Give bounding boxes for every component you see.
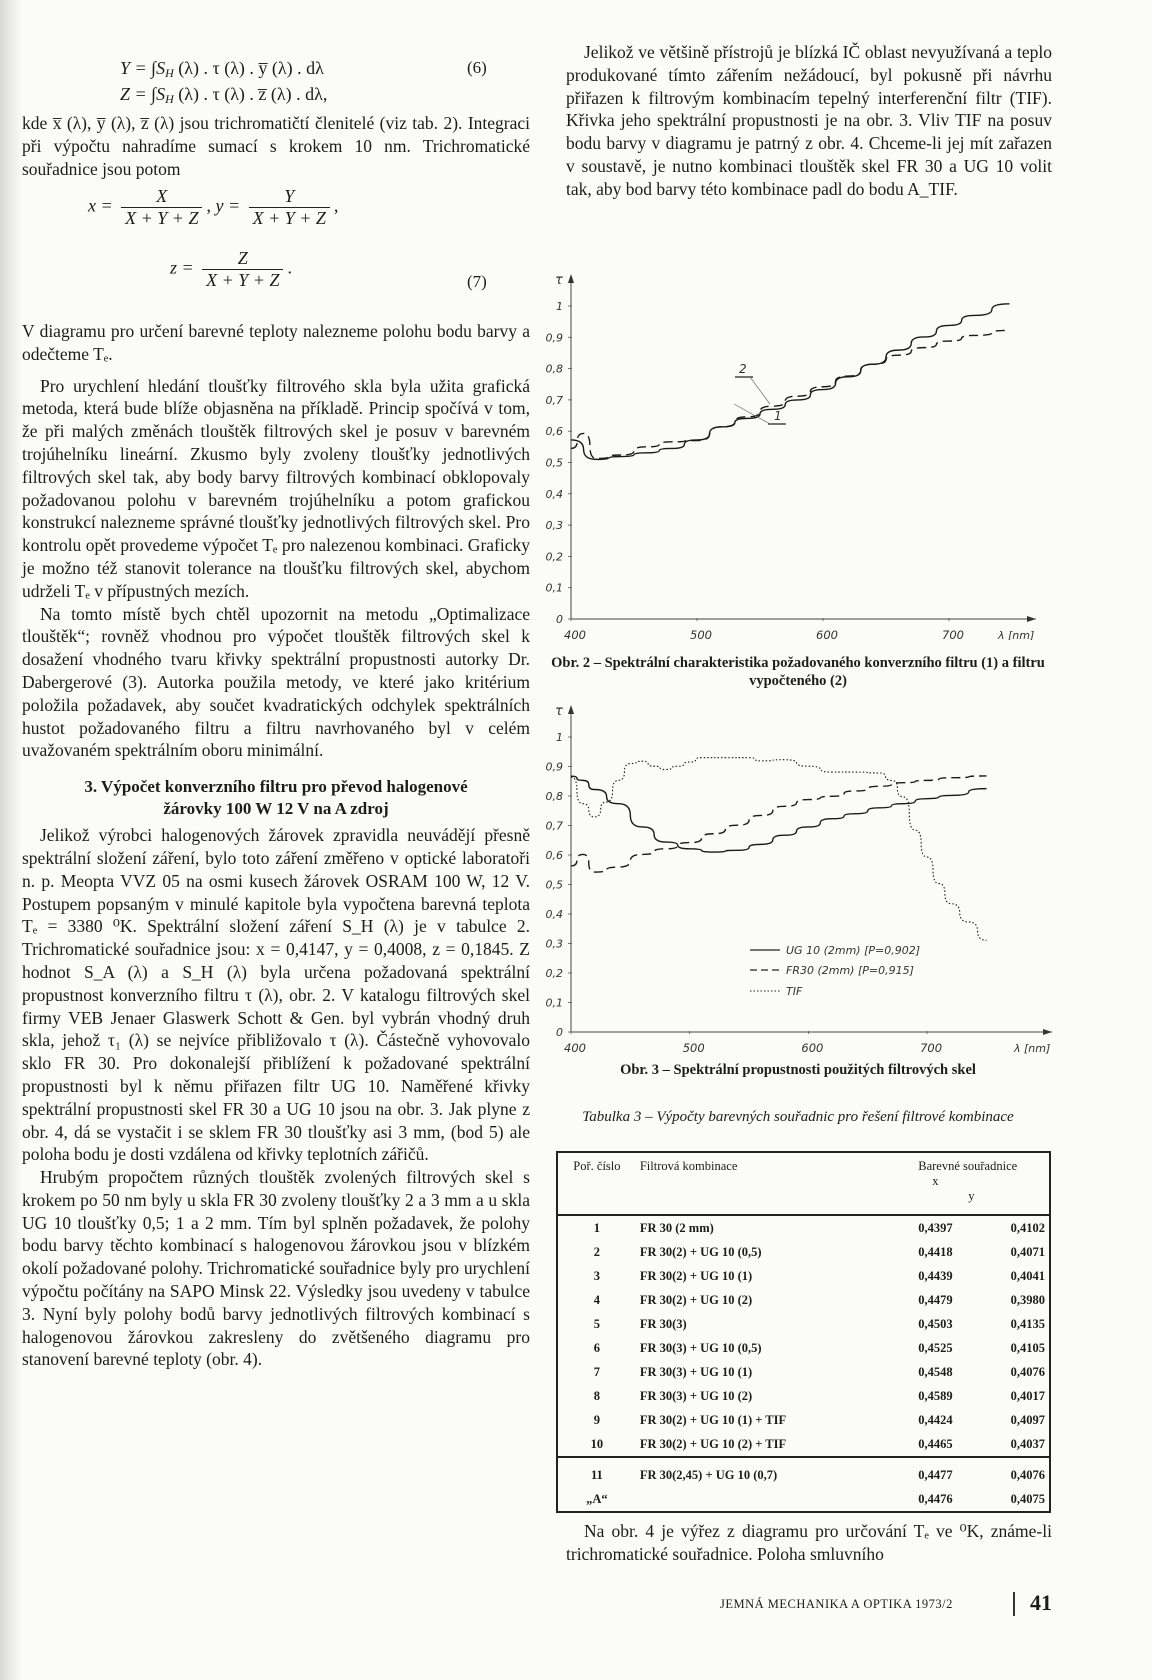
cell-order-number: 7 (593, 1364, 601, 1379)
frac-num: Y (284, 186, 295, 206)
y-tick-label: 0 (556, 613, 563, 626)
y-axis-label: τ (555, 704, 563, 719)
cell-y: 0,4105 (1010, 1340, 1045, 1355)
x-tick-label: 400 (564, 1041, 586, 1055)
frac-den: X + Y + Z (249, 207, 330, 229)
x-tick-label: 600 (816, 628, 838, 640)
paragraph-graphic-method: Pro urychlení hledání tloušťky filtrového skla byla užita grafická metoda, která bude blíže objasněna na příkladě. Princip spočívá v tom, že při malých změnách tlouštěk filtrových skel je posuv v barevném trojúhelníku lineární. Zkusmo byly zvoleny tloušťky jednotlivých filtrových skel tak, aby body barvy filtrových kombinací obklopovaly požadovanou polohu v barevném trojúhelníku a potom grafickou konstrukcí nalezneme správné tloušťky jednotlivých filtrových skel. Pro kontrolu opět provedeme výpočet Tₑ pro nalezenou kombinaci. Graficky je možno též stanovit tolerance na tloušťku filtrových skel, abychom udrželi Tₑ v přípustných mezích. (22, 375, 530, 601)
cell-order-number: „A“ (586, 1491, 608, 1506)
table-3-caption: Tabulka 3 – Výpočty barevných souřadnic pro řešení filtrové kombinace (582, 1109, 1014, 1125)
y-tick-label: 0,7 (545, 819, 563, 833)
frac-den: X + Y + Z (121, 207, 202, 229)
header-x: x (932, 1174, 939, 1188)
series-line-solid-0 (571, 776, 986, 852)
eq-x-lhs: x = (88, 195, 113, 216)
equation-7-z (170, 248, 292, 291)
table-row (557, 1360, 1050, 1384)
cell-filter-combination: FR 30(2) + UG 10 (2) (639, 1292, 753, 1307)
cell-x: 0,4503 (918, 1316, 953, 1331)
paragraph-optimization: Na tomto místě bych chtěl upozornit na metodu „Optimalizace tlouštěk“; rovněž vhodnou pro výpočet tlouštěk filtrových skel k dosažení vhodného tvaru křivky spektrální propustnosti autorky Dr. Dabergerové (3). Autorka použila metody, ve které jako kritérium položila požadavek, aby součet kvadratických odchylek spektrálních hustot požadovaného filtru a filtru navrhovaného byl v celém uvažovaném spektrálním oboru minimální. (22, 603, 530, 761)
x-axis-label: λ [nm] (998, 629, 1035, 640)
figure-3-chart (540, 700, 1060, 1060)
cell-x: 0,4548 (918, 1364, 953, 1379)
paragraph-halogen: Jelikož výrobci halogenových žárovek zpravidla neuvádějí přesně spektrální složení záření, bylo toto záření změřeno v optické laboratoři n. p. Meopta VVZ 05 na osmi kusech žárovek OSRAM 100 W, 12 V. Postupem popsaným v minulé kapitole byla vypočtena barevná teplota Tₑ = 3380 ⁰K. Spektrální složení záření S_H (λ) je v tabulce 2. Trichromatické souřadnice jsou: x = 0,4147, y = 0,4008, z = 0,1845. Z hodnot S_A (λ) a S_H (λ) byla určena požadovaná spektrální propustnost konverzního filtru τ (λ), obr. 2. V katalogu filtrových skel firmy VEB Jenaer Glaswerk Schott & Gen. byl vybrán vhodný druh skla, jehož τ₁ (λ) se nejvíce přibližovalo τ (λ). Částečně vyhovovalo sklo FR 30. Pro dokonalejší přiblížení k požadované spektrální propustnosti byl k němu přiřazen filtr UG 10. Naměřené křivky spektrální propustnosti skel FR 30 a UG 10 jsou na obr. 3. Jak plyne z obr. 4, dá se vystačit i se sklem FR 30 tloušťky asi 3 mm, (bod 5) ale poloha bodu je dosti vzdálena od křivky teplotních zářičů. (22, 825, 530, 1165)
table-row (557, 1312, 1050, 1336)
y-tick-label: 0,4 (545, 487, 563, 501)
y-axis-arrow (568, 274, 574, 283)
cell-x: 0,4465 (918, 1436, 953, 1451)
equation-number-7: (7) (467, 272, 487, 291)
paragraph-members (22, 112, 530, 180)
table-row (557, 1408, 1050, 1432)
cell-filter-combination: FR 30(2) + UG 10 (2) + TIF (639, 1436, 787, 1451)
cell-y: 0,4075 (1010, 1491, 1045, 1506)
y-tick-label: 0,4 (545, 908, 563, 921)
header-filter-combination: Filtrová kombinace (636, 1152, 858, 1215)
table-row (557, 1487, 1050, 1512)
cell-filter-combination: FR 30(2) + UG 10 (0,5) (639, 1244, 762, 1259)
x-axis-arrow (1027, 616, 1036, 622)
eq-y-def-lhs: y = (215, 195, 241, 216)
figure-2-caption: Obr. 2 – Spektrální charakteristika požadovaného konverzního filtru (1) a filtru vypočteného (2) (551, 655, 1045, 689)
journal-footer: JEMNÁ MECHANIKA A OPTIKA 1973/2 (720, 1597, 953, 1611)
period: . (287, 257, 292, 278)
cell-filter-combination (636, 1487, 858, 1512)
x-tick-label: 600 (801, 1041, 824, 1055)
left-column-body (22, 320, 530, 1371)
cell-filter-combination: FR 30(3) + UG 10 (1) (639, 1364, 753, 1379)
eq-z-rhs: (λ) . τ (λ) . z̅ (λ) . dλ, (178, 84, 328, 104)
cell-filter-combination: FR 30(2,45) + UG 10 (0,7) (636, 1457, 858, 1487)
cell-y: 0,4041 (1010, 1268, 1045, 1283)
equation-number-6: (6) (467, 58, 487, 77)
cell-order-number: 6 (593, 1340, 601, 1355)
eq-z-def-lhs: z = (170, 257, 194, 278)
cell-y: 0,4017 (1010, 1388, 1045, 1403)
right-column-bottom (566, 1520, 1052, 1566)
eq-y-rhs: (λ) . τ (λ) . y̅ (λ) . dλ (178, 58, 324, 78)
cell-y: 0,4102 (1010, 1220, 1045, 1235)
cell-order-number: 10 (590, 1436, 604, 1451)
y-tick-label: 0,8 (545, 362, 563, 376)
figure-3-caption: Obr. 3 – Spektrální propustnosti použitých filtrových skel (620, 1062, 976, 1078)
x-tick-label: 700 (942, 628, 964, 640)
table-header-row (557, 1152, 1050, 1215)
fraction-x (121, 186, 202, 229)
x-axis-label: λ [nm] (1014, 1042, 1051, 1055)
comma: , (206, 195, 211, 216)
eq-sub-h: H (165, 66, 174, 80)
y-tick-label: 0 (556, 1026, 563, 1039)
frac-den: X + Y + Z (202, 269, 283, 291)
fraction-y (249, 186, 330, 229)
cell-order-number: 8 (593, 1388, 601, 1403)
x-tick-label: 500 (690, 628, 712, 640)
series-line-dotted-2 (571, 758, 986, 941)
y-tick-label: 0,9 (545, 331, 563, 345)
cell-y: 0,4076 (1010, 1364, 1045, 1379)
y-tick-label: 0,9 (545, 760, 563, 774)
paragraph-trichromatic: kde x̅ (λ), y̅ (λ), z̅ (λ) jsou trichromatičtí členitelé (viz tab. 2). Integraci při výpočtu nahradíme sumací s krokem 10 nm. Trichromatické souřadnice jsou potom (22, 113, 530, 179)
y-tick-label: 0,3 (545, 519, 563, 533)
y-tick-label: 0,5 (545, 878, 563, 892)
cell-filter-combination: FR 30(2) + UG 10 (1) (639, 1268, 753, 1283)
figure-2-chart (540, 270, 1060, 640)
equation-6-y (120, 58, 324, 81)
cell-y: 0,4071 (1010, 1244, 1045, 1259)
footer-divider (1013, 1592, 1015, 1616)
cell-x: 0,4476 (918, 1491, 953, 1506)
y-tick-label: 0,5 (545, 456, 563, 470)
y-tick-label: 0,1 (545, 581, 563, 595)
table-row (557, 1336, 1050, 1360)
cell-filter-combination: FR 30 (2 mm) (639, 1220, 714, 1235)
y-tick-label: 0,3 (545, 937, 563, 951)
y-tick-label: 0,2 (545, 550, 563, 564)
cell-y: 0,3980 (1010, 1292, 1045, 1307)
cell-filter-combination: FR 30(2) + UG 10 (1) + TIF (639, 1412, 787, 1427)
table-row (557, 1432, 1050, 1457)
label-2-leader (750, 377, 770, 404)
cell-x: 0,4397 (918, 1220, 953, 1235)
cell-x: 0,4424 (918, 1412, 953, 1427)
cell-x: 0,4525 (918, 1340, 953, 1355)
cell-order-number: 2 (593, 1244, 601, 1259)
fraction-z (202, 248, 283, 291)
cell-order-number: 3 (593, 1268, 601, 1283)
cell-order-number: 11 (557, 1457, 636, 1487)
cell-x: 0,4479 (918, 1292, 953, 1307)
paragraph-tif: Jelikož ve většině přístrojů je blízká IČ oblast nevyužívaná a teplo produkované tímto zářením nežádoucí, byl pokusně při návrhu přiřazen k filtrovým kombinacím tepelný interferenční filtr (TIF). Křivka jeho spektrální propustnosti je na obr. 3. Vliv TIF na posuv bodu barvy v diagramu je patrný z obr. 4. Chceme-li jej mít zařazen v soustavě, je nutno kombinaci tlouštěk skel FR 30 a UG 10 volit tak, aby bod barvy této kombinace padl do bodu A_TIF. (566, 42, 1052, 199)
legend-label: UG 10 (2mm) [P=0,902] (786, 944, 920, 957)
y-tick-label: 1 (556, 731, 563, 744)
paragraph-obr4: Na obr. 4 je výřez z diagramu pro určování Tₑ ve ⁰K, známe-li trichromatické souřadnice. Poloha smluvního (566, 1521, 1052, 1564)
cell-filter-combination: FR 30(3) + UG 10 (2) (639, 1388, 753, 1403)
section-heading-line1: 3. Výpočet konverzního filtru pro převod halogenové (84, 777, 468, 797)
cell-order-number: 4 (593, 1292, 601, 1307)
right-column-top (566, 41, 1052, 201)
series-line-dashed-1 (571, 330, 1009, 458)
x-axis-arrow (1043, 1029, 1052, 1035)
table-row (557, 1215, 1050, 1240)
header-coords-label: Barevné souřadnice (918, 1159, 1018, 1173)
page-number: 41 (1030, 1590, 1052, 1615)
cell-order-number: 5 (593, 1316, 601, 1331)
cell-x: 0,4418 (918, 1244, 953, 1259)
y-tick-label: 0,8 (545, 790, 563, 803)
x-tick-label: 400 (564, 628, 586, 640)
table-row (557, 1457, 1050, 1487)
equation-xy (88, 186, 338, 229)
legend-label: TIF (786, 985, 803, 998)
frac-num: X (156, 186, 168, 206)
cell-order-number: 9 (593, 1412, 601, 1427)
scan-gutter-shadow (0, 0, 22, 1680)
cell-x: 0,4477 (858, 1457, 956, 1487)
equation-6-z (120, 84, 327, 107)
x-tick-label: 500 (682, 1041, 705, 1055)
y-axis-label: τ (555, 273, 563, 288)
paragraph-diagram: V diagramu pro určení barevné teploty nalezneme polohu bodu barvy a odečteme Tₑ. (22, 321, 530, 364)
series-line-solid-0 (571, 304, 1009, 460)
table-3 (556, 1151, 1051, 1513)
y-tick-label: 0,1 (545, 996, 563, 1010)
eq-sub-h: H (165, 92, 174, 106)
cell-order-number: 1 (593, 1220, 601, 1235)
cell-y: 0,4097 (1010, 1412, 1045, 1427)
table-row (557, 1264, 1050, 1288)
series-label-2: 2 (739, 362, 747, 376)
eq-y-lhs: Y = ∫S (120, 58, 166, 78)
cell-x: 0,4439 (918, 1268, 953, 1283)
y-tick-label: 1 (556, 300, 563, 313)
comma: , (333, 195, 339, 216)
header-order-number: Poř. číslo (557, 1152, 636, 1215)
frac-num: Z (237, 248, 248, 268)
cell-y: 0,4076 (957, 1457, 1050, 1487)
y-tick-label: 0,6 (545, 849, 563, 862)
x-tick-label: 700 (920, 1041, 943, 1055)
table-row (557, 1240, 1050, 1264)
cell-y: 0,4135 (1010, 1316, 1045, 1331)
paragraph-rough-calc: Hrubým propočtem různých tlouštěk zvolených filtrových skel s krokem po 50 nm byly u skla FR 30 zvoleny tloušťky 2 a 3 mm a u skla UG 10 tloušťky 0,5; 1 a 2 mm. Tím byl splněn požadavek, že polohy bodu barvy těchto kombinací s halogenovou žárovkou jsou v blízkém okolí požadované polohy. Trichromatické souřadnice byly pro urychlení výpočtu počítány na SAPO Minsk 22. Výsledky jsou uvedeny v tabulce 3. Nyní byly polohy bodů barvy jednotlivých filtrových kombinací s halogenovou žárovkou zakresleny do zvětšeného diagramu pro stanovení barevné teploty (obr. 4). (22, 1167, 530, 1370)
y-tick-label: 0,2 (545, 967, 563, 980)
y-axis-arrow (568, 705, 574, 714)
section-heading-line2: žárovky 100 W 12 V na A zdroj (163, 799, 389, 819)
table-row (557, 1384, 1050, 1408)
header-y: y (968, 1189, 975, 1203)
cell-y: 0,4037 (1010, 1436, 1045, 1451)
cell-filter-combination: FR 30(3) (639, 1316, 687, 1331)
cell-x: 0,4589 (918, 1388, 953, 1403)
table-row (557, 1288, 1050, 1312)
eq-z-lhs: Z = ∫S (120, 84, 166, 104)
header-color-coordinates (858, 1152, 1050, 1215)
cell-filter-combination: FR 30(3) + UG 10 (0,5) (639, 1340, 762, 1355)
table-body (557, 1215, 1050, 1512)
series-label-1: 1 (774, 409, 782, 423)
legend-label: FR30 (2mm) [P=0,915] (786, 964, 914, 977)
y-tick-label: 0,7 (545, 393, 563, 407)
y-tick-label: 0,6 (545, 425, 563, 439)
